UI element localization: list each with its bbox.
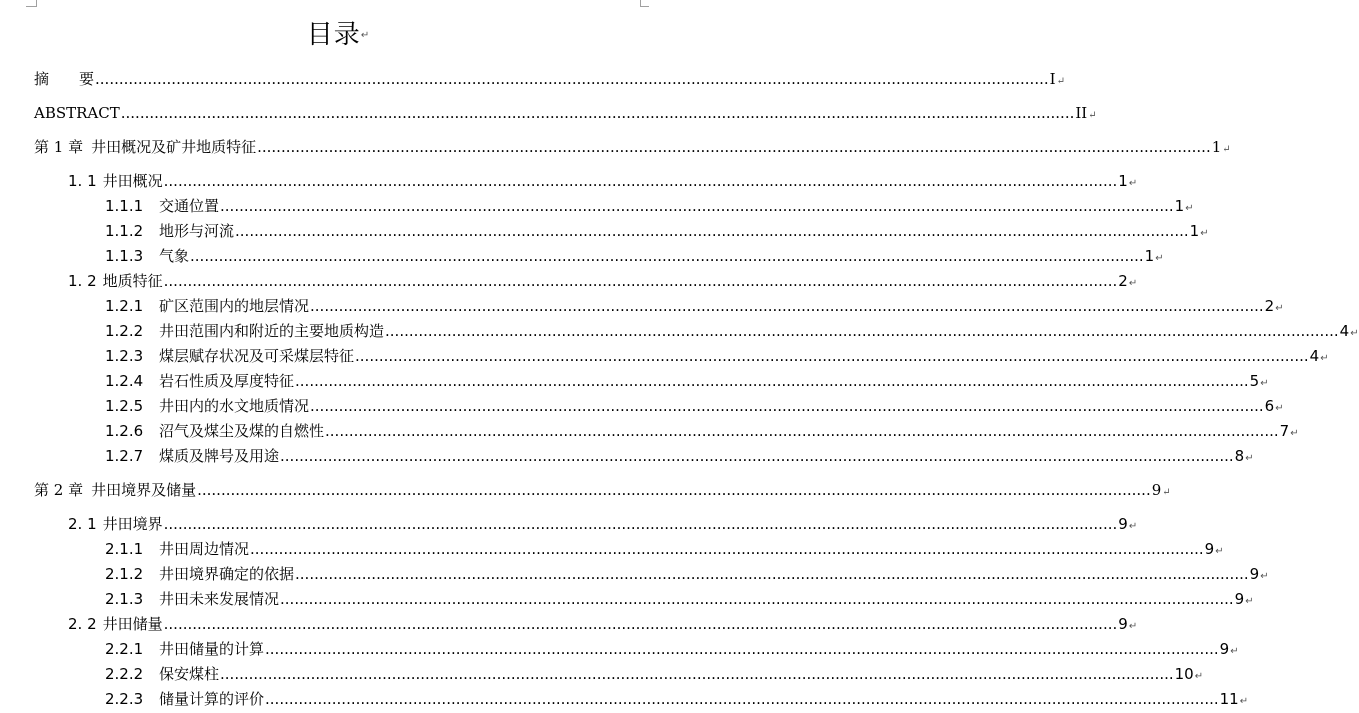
- toc-entry-label: [105, 588, 279, 610]
- toc-entry-page-number: 9: [1219, 640, 1230, 658]
- toc-entry-label: [68, 170, 163, 192]
- paragraph-mark-icon: ↵: [1245, 453, 1254, 464]
- toc-entry[interactable]: [105, 563, 1269, 585]
- toc-entry-number: 2.1.2: [105, 565, 144, 583]
- toc-entry-text: 煤质及牌号及用途: [159, 447, 280, 465]
- toc-entry-text: 交通位置: [159, 197, 220, 215]
- toc-entry-label: [105, 563, 294, 585]
- toc-entry[interactable]: [105, 588, 1254, 610]
- toc-entry-number: 1.2.7: [105, 447, 144, 465]
- toc-entry[interactable]: [105, 220, 1209, 242]
- toc-entry-text: 井田储量的计算: [159, 640, 265, 658]
- toc-leader-dots: ........................................................................................................................................................................................................: [197, 481, 1151, 499]
- toc-entry-text: 井田内的水文地质情况: [159, 397, 310, 415]
- toc-entry-page-number: 9: [1204, 540, 1215, 558]
- toc-entry-label: [34, 68, 94, 90]
- toc-leader-dots: ........................................................................................................................................................................................................: [163, 172, 1118, 190]
- paragraph-mark-icon: ↵: [1128, 521, 1138, 532]
- toc-entry-number: 2.1.3: [105, 590, 144, 608]
- toc-entry-label: [68, 613, 163, 635]
- toc-leader-dots: ........................................................................................................................................................................................................: [310, 397, 1264, 415]
- toc-entry[interactable]: [68, 513, 1138, 535]
- toc-leader-dots: ........................................................................................................................................................................................................: [163, 272, 1118, 290]
- toc-entry-text: 井田周边情况: [159, 540, 250, 558]
- toc-entry[interactable]: [105, 638, 1239, 660]
- toc-entry-number: 第 1 章: [34, 138, 84, 156]
- toc-entry-page-number: 7: [1279, 422, 1290, 440]
- toc-entry[interactable]: [105, 395, 1284, 417]
- toc-entry[interactable]: [105, 195, 1194, 217]
- toc-leader-dots: ........................................................................................................................................................................................................: [295, 372, 1249, 390]
- paragraph-mark-icon: ↵: [1155, 253, 1164, 264]
- paragraph-mark-icon: ↵: [1056, 76, 1065, 87]
- toc-leader-dots: ........................................................................................................................................................................................................: [280, 590, 1234, 608]
- toc-entry-page-number: 2: [1264, 297, 1275, 315]
- paragraph-mark-icon: ↵: [1275, 403, 1284, 414]
- toc-entry-number: 2.2.2: [105, 665, 144, 683]
- paragraph-mark-icon: ↵: [360, 30, 371, 41]
- toc-entry-number: 2.2.1: [105, 640, 144, 658]
- toc-entry-page-number: 2: [1118, 272, 1128, 290]
- toc-entry-number: 2. 2: [68, 615, 97, 633]
- toc-entry-text: 井田境界: [102, 515, 163, 533]
- toc-entry-page-number: 9: [1118, 515, 1128, 533]
- toc-entry-text: 地形与河流: [159, 222, 235, 240]
- paragraph-mark-icon: ↵: [1350, 328, 1359, 339]
- toc-entry-page-number: 9: [1234, 590, 1245, 608]
- toc-entry-label: [105, 638, 264, 660]
- toc-entry-label: [105, 370, 294, 392]
- toc-entry-number: 第 2 章: [34, 481, 84, 499]
- toc-entry[interactable]: [68, 170, 1138, 192]
- toc-entry[interactable]: [105, 663, 1204, 685]
- paragraph-mark-icon: ↵: [1275, 303, 1284, 314]
- toc-entry-page-number: 8: [1234, 447, 1245, 465]
- toc-entry-number: 1.1.3: [105, 247, 144, 265]
- toc-entry-number: 1.2.6: [105, 422, 144, 440]
- toc-entry[interactable]: [68, 613, 1138, 635]
- toc-entry-text: 井田范围内和附近的主要地质构造: [159, 322, 385, 340]
- paragraph-mark-icon: ↵: [1320, 353, 1329, 364]
- paragraph-mark-icon: ↵: [1128, 278, 1138, 289]
- toc-entry-number: 1.2.4: [105, 372, 144, 390]
- toc-entry[interactable]: [34, 68, 1065, 90]
- toc-entry-page-number: 11: [1219, 690, 1239, 708]
- toc-leader-dots: ........................................................................................................................................................................................................: [95, 70, 1049, 88]
- toc-entry[interactable]: [68, 270, 1138, 292]
- toc-leader-dots: ........................................................................................................................................................................................................: [220, 197, 1174, 215]
- paragraph-mark-icon: ↵: [1128, 621, 1138, 632]
- paragraph-mark-icon: ↵: [1162, 487, 1171, 498]
- toc-entry-number: 1.2.3: [105, 347, 144, 365]
- toc-entry-text: 摘 要: [34, 70, 95, 88]
- toc-entry[interactable]: [105, 538, 1224, 560]
- toc-leader-dots: ........................................................................................................................................................................................................: [265, 640, 1219, 658]
- toc-entry-page-number: 1: [1118, 172, 1128, 190]
- toc-entry-page-number: 9: [1151, 481, 1162, 499]
- toc-entry-page-number: 1: [1174, 197, 1185, 215]
- toc-entry-page-number: 1: [1144, 247, 1155, 265]
- toc-entry-text: 矿区范围内的地层情况: [159, 297, 310, 315]
- toc-leader-dots: ........................................................................................................................................................................................................: [325, 422, 1279, 440]
- toc-entry[interactable]: [105, 245, 1164, 267]
- toc-leader-dots: ........................................................................................................................................................................................................: [265, 690, 1219, 708]
- toc-entry[interactable]: [105, 688, 1249, 710]
- toc-entry-number: 2. 1: [68, 515, 97, 533]
- toc-entry-label: [105, 538, 249, 560]
- toc-entry-number: 1.2.2: [105, 322, 144, 340]
- toc-entry-label: [105, 395, 309, 417]
- toc-entry-label: [105, 445, 279, 467]
- toc-entry[interactable]: [34, 102, 1097, 124]
- toc-entry-label: [34, 102, 120, 124]
- toc-entry-page-number: 9: [1118, 615, 1128, 633]
- toc-entry-number: 1.2.1: [105, 297, 144, 315]
- paragraph-mark-icon: ↵: [1230, 646, 1239, 657]
- toc-leader-dots: ........................................................................................................................................................................................................: [280, 447, 1234, 465]
- toc-entry-text: 气象: [159, 247, 190, 265]
- toc-leader-dots: ........................................................................................................................................................................................................: [310, 297, 1264, 315]
- paragraph-mark-icon: ↵: [1185, 203, 1194, 214]
- toc-entry-number: 1. 2: [68, 272, 97, 290]
- toc-entry-page-number: 6: [1264, 397, 1275, 415]
- toc-entry[interactable]: [105, 295, 1284, 317]
- paragraph-mark-icon: ↵: [1290, 428, 1299, 439]
- toc-leader-dots: ........................................................................................................................................................................................................: [163, 615, 1118, 633]
- paragraph-mark-icon: ↵: [1194, 671, 1204, 682]
- paragraph-mark-icon: ↵: [1088, 110, 1097, 121]
- toc-entry-page-number: 1: [1189, 222, 1200, 240]
- toc-leader-dots: ........................................................................................................................................................................................................: [190, 247, 1144, 265]
- toc-entry-page-number: 4: [1339, 322, 1350, 340]
- toc-entry-label: [68, 513, 163, 535]
- paragraph-mark-icon: ↵: [1239, 696, 1249, 707]
- toc-entry-label: [34, 479, 196, 501]
- toc-leader-dots: ........................................................................................................................................................................................................: [385, 322, 1339, 340]
- paragraph-mark-icon: ↵: [1260, 571, 1269, 582]
- title-text: 目录: [306, 20, 361, 50]
- page-corner-mark-left: [26, 0, 37, 7]
- paragraph-mark-icon: ↵: [1215, 546, 1224, 557]
- toc-entry-text: 井田概况及矿井地质特征: [91, 138, 257, 156]
- toc-entry-text: 地质特征: [102, 272, 163, 290]
- toc-entry-label: [68, 270, 163, 292]
- toc-entry-page-number: 5: [1249, 372, 1260, 390]
- toc-entry-text: 井田概况: [102, 172, 163, 190]
- toc-entry-number: 1.1.2: [105, 222, 144, 240]
- toc-entry-label: [34, 136, 256, 158]
- toc-entry-number: 1.2.5: [105, 397, 144, 415]
- toc-entry-text: 井田储量: [102, 615, 163, 633]
- toc-entry-text: 岩石性质及厚度特征: [159, 372, 295, 390]
- toc-entry-text: 保安煤柱: [159, 665, 220, 683]
- toc-entry-number: 2.2.3: [105, 690, 144, 708]
- toc-entry[interactable]: [105, 420, 1299, 442]
- toc-entry[interactable]: [105, 345, 1329, 367]
- toc-entry-text: 井田境界及储量: [91, 481, 197, 499]
- paragraph-mark-icon: ↵: [1260, 378, 1269, 389]
- toc-leader-dots: ........................................................................................................................................................................................................: [235, 222, 1189, 240]
- toc-entry-page-number: 10: [1174, 665, 1194, 683]
- toc-entry-label: [105, 663, 219, 685]
- toc-entry[interactable]: [105, 445, 1254, 467]
- toc-entry-page-number: II: [1075, 104, 1088, 122]
- toc-entry-label: [105, 420, 324, 442]
- toc-entry-label: [105, 345, 354, 367]
- toc-leader-dots: ........................................................................................................................................................................................................: [163, 515, 1118, 533]
- toc-entry[interactable]: [105, 320, 1359, 342]
- toc-entry-page-number: 1: [1211, 138, 1222, 156]
- toc-leader-dots: ........................................................................................................................................................................................................: [257, 138, 1211, 156]
- toc-entry-page-number: 4: [1309, 347, 1320, 365]
- toc-entry-text: ABSTRACT: [34, 104, 120, 122]
- paragraph-mark-icon: ↵: [1222, 144, 1231, 155]
- toc-leader-dots: ........................................................................................................................................................................................................: [120, 104, 1075, 122]
- toc-entry-label: [105, 245, 189, 267]
- toc-entry-label: [105, 320, 384, 342]
- toc-leader-dots: ........................................................................................................................................................................................................: [250, 540, 1204, 558]
- toc-entry-page-number: 9: [1249, 565, 1260, 583]
- toc-entry-label: [105, 295, 309, 317]
- toc-entry-label: [105, 195, 219, 217]
- toc-leader-dots: ........................................................................................................................................................................................................: [220, 665, 1174, 683]
- toc-entry-text: 储量计算的评价: [159, 690, 265, 708]
- paragraph-mark-icon: ↵: [1245, 596, 1254, 607]
- toc-entry-label: [105, 220, 234, 242]
- page-corner-mark-right: [640, 0, 649, 7]
- toc-entry[interactable]: [105, 370, 1269, 392]
- toc-entry-text: 井田未来发展情况: [159, 590, 280, 608]
- page-title: [0, 14, 677, 51]
- toc-entry-text: 煤层赋存状况及可采煤层特征: [159, 347, 355, 365]
- toc-entry-label: [105, 688, 264, 710]
- paragraph-mark-icon: ↵: [1128, 178, 1138, 189]
- toc-entry-number: 2.1.1: [105, 540, 144, 558]
- toc-leader-dots: ........................................................................................................................................................................................................: [355, 347, 1309, 365]
- toc-entry-text: 沼气及煤尘及煤的自燃性: [159, 422, 325, 440]
- paragraph-mark-icon: ↵: [1200, 228, 1209, 239]
- toc-leader-dots: ........................................................................................................................................................................................................: [295, 565, 1249, 583]
- toc-entry-number: 1. 1: [68, 172, 97, 190]
- toc-entry-number: 1.1.1: [105, 197, 144, 215]
- toc-entry[interactable]: [34, 136, 1231, 158]
- toc-entry[interactable]: [34, 479, 1171, 501]
- toc-entry-page-number: I: [1049, 70, 1056, 88]
- toc-entry-text: 井田境界确定的依据: [159, 565, 295, 583]
